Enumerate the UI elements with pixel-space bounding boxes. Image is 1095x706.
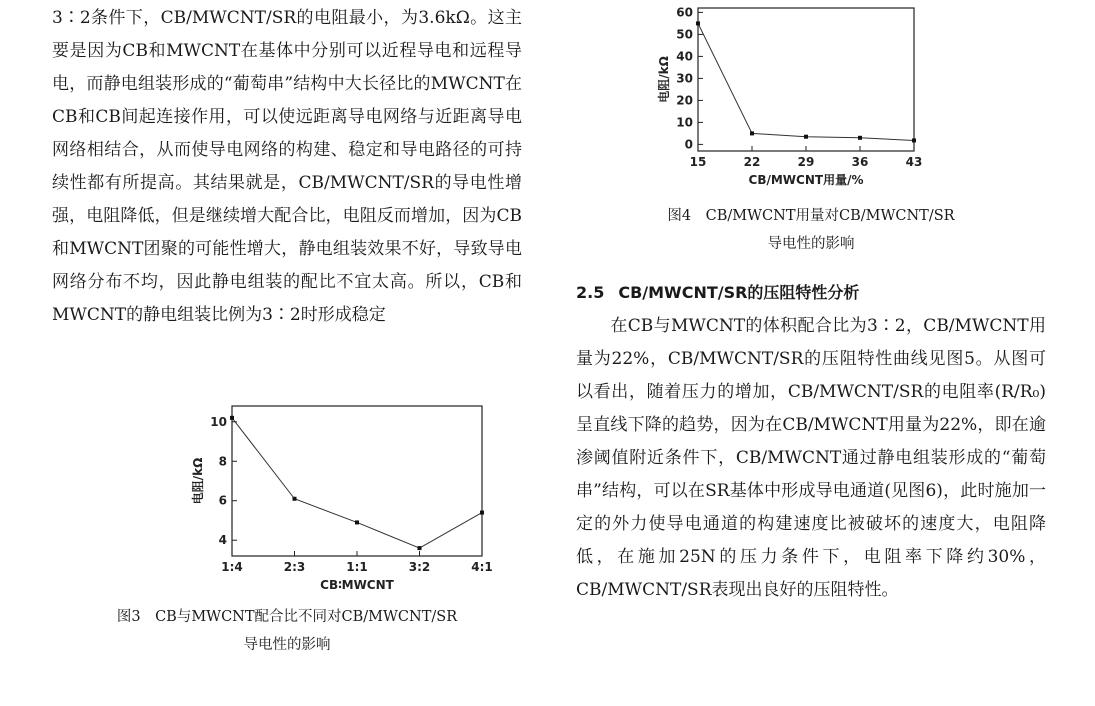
figure4	[657, 0, 986, 200]
figure4-caption-line1: 图4 CB/MWCNT用量对CB/MWCNT/SR	[667, 208, 955, 224]
x-tick-label: 1:4	[221, 560, 243, 574]
x-tick-label: 15	[689, 155, 707, 169]
y-tick-label: 0	[684, 137, 693, 152]
x-tick-label: 3:2	[408, 560, 431, 574]
data-point	[912, 138, 916, 142]
x-tick-label: 29	[797, 155, 815, 169]
y-tick-label: 10	[210, 414, 227, 429]
figure4-caption-line2: 导电性的影响	[767, 236, 855, 252]
figure4-chart	[657, 0, 986, 200]
series-line	[232, 418, 482, 548]
left-paragraph: 3∶2条件下，CB/MWCNT/SR的电阻最小，为3.6kΩ。这主要是因为CB和MWCNT在基体中分别可以近程导电和远程导电，而静电组装形成的“葡萄串”结构中大长径比的MWCNT在CB和CB间起连接作用，可以使远距离导电网络与近距离导电网络相结合，从而使导电网络的构建、稳定和导电路径的可持续性都有所提高。其结果就是，CB/MWCNT/SR的导电性增强，电阻降低，但是继续增大配合比，电阻反而增加，因为CB和MWCNT团聚的可能性增大，静电组装效果不好，导致导电网络分布不均，因此静电组装的配比不宜太高。所以，CB和MWCNT的静电组装比例为3∶2时形成稳定	[52, 8, 522, 325]
y-tick-label: 50	[676, 27, 693, 42]
x-tick-label: 36	[851, 155, 869, 169]
y-axis-label: 电阻/kΩ	[191, 457, 205, 505]
data-point	[804, 135, 808, 139]
figure4-caption	[576, 202, 1046, 258]
x-tick-label: 1:1	[346, 560, 368, 574]
x-tick-label: 22	[743, 155, 761, 169]
right-paragraph-text: 在CB与MWCNT的体积配合比为3∶2，CB/MWCNT用量为22%，CB/MWCNT/SR的压阻特性曲线见图5。从图可以看出，随着压力的增加，CB/MWCNT/SR的电阻率(R/R₀)呈直线下降的趋势，因为在CB/MWCNT用量为22%，即在逾渗阈值附近条件下，CB/MWCNT通过静电组装形成的“葡萄串”结构，可以在SR基体中形成导电通道(见图6)，此时施加一定的外力使导电通道的构建速度比被破坏的速度大，电阻降低，在施加25N的压力条件下，电阻率下降约30%，CB/MWCNT/SR表现出良好的压阻特性。	[576, 316, 1046, 600]
figure3-caption-line1: 图3 CB与MWCNT配合比不同对CB/MWCNT/SR	[116, 609, 458, 625]
x-tick-label: 4:1	[471, 560, 493, 574]
data-point	[293, 497, 297, 501]
data-point	[355, 520, 359, 524]
x-tick-label: 2:3	[283, 560, 306, 574]
data-point	[480, 511, 484, 515]
y-tick-label: 10	[676, 115, 693, 130]
plot-frame	[698, 8, 914, 151]
y-tick-label: 40	[676, 49, 693, 64]
y-tick-label: 8	[218, 454, 227, 469]
data-point	[696, 21, 700, 25]
section-heading	[576, 280, 859, 303]
figure3-caption	[52, 603, 522, 659]
figure3	[132, 400, 492, 600]
y-tick-label: 4	[218, 533, 227, 548]
y-tick-label: 20	[676, 93, 693, 108]
y-axis-label: 电阻/kΩ	[657, 56, 671, 103]
section-number: 2.5	[576, 283, 605, 302]
x-tick-label: 43	[905, 155, 923, 169]
figure3-chart	[132, 400, 492, 600]
right-paragraph	[576, 310, 1046, 607]
section-title: CB/MWCNT/SR的压阻特性分析	[618, 283, 860, 302]
y-tick-label: 30	[676, 71, 693, 86]
x-axis-label: CB/MWCNT用量/%	[748, 173, 864, 187]
y-tick-label: 60	[676, 5, 693, 20]
y-tick-label: 6	[218, 493, 227, 508]
series-line	[698, 23, 914, 140]
left-column	[52, 0, 522, 653]
figure3-caption-line2: 导电性的影响	[243, 637, 331, 653]
data-point	[750, 131, 754, 135]
data-point	[418, 546, 422, 550]
data-point	[858, 136, 862, 140]
x-axis-label: CB∶MWCNT	[320, 578, 394, 592]
data-point	[230, 416, 234, 420]
